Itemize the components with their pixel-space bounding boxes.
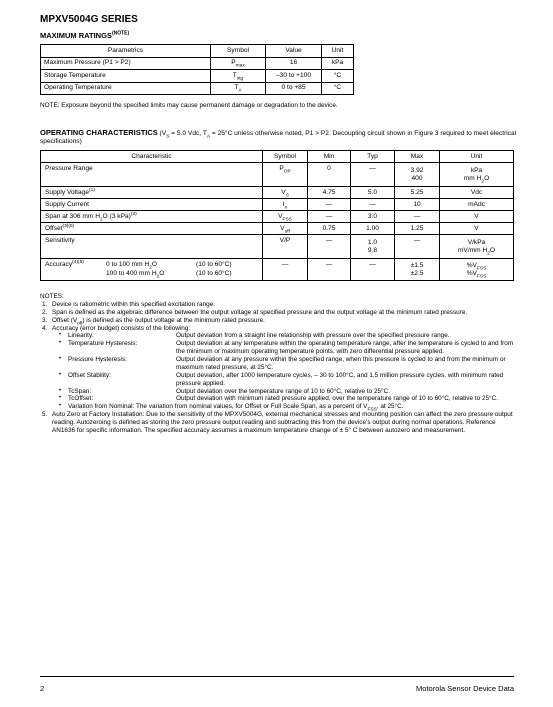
col-max: Max	[395, 151, 440, 163]
operating-heading	[40, 128, 520, 146]
bullet-icon: •	[59, 395, 62, 402]
typ-cell: —	[351, 199, 395, 211]
page-number: 2	[40, 684, 45, 693]
unit-cell	[440, 259, 514, 281]
bullet-term: Temperature Hysteresis:	[68, 340, 138, 348]
note-text: Offset (V	[52, 316, 78, 324]
operating-characteristics-table	[40, 150, 514, 281]
symbol-sub: off	[284, 228, 290, 234]
table-row	[41, 259, 514, 281]
symbol-cell	[263, 223, 308, 235]
param-cell: Operating Temperature	[41, 82, 211, 95]
symbol-sub: stg	[236, 76, 244, 82]
typ-cell: 3.0	[351, 211, 395, 223]
symbol-text: V	[278, 212, 283, 220]
bullet-term: Pressure Hysteresis:	[68, 356, 127, 363]
note-3	[42, 317, 514, 325]
range-a: 0 to 100 mm H	[106, 261, 150, 269]
symbol-text: P	[231, 59, 236, 67]
bullet-desc	[68, 403, 514, 411]
cond-text: = 25°C unless otherwise noted, P1 > P2. Decoupling circuit shown in Figure 3 required to meet electrical specifications)	[40, 130, 517, 146]
note-text: Device is ratiometric within this specified excitation range.	[52, 300, 216, 308]
typ-cell: 1.00	[351, 223, 395, 235]
symbol-sub: max	[235, 63, 245, 69]
range-a: 100 to 400 mm H	[106, 270, 157, 277]
max-cell	[395, 163, 440, 187]
table-row	[41, 70, 354, 83]
max-ratings-table	[40, 44, 354, 95]
unit-line	[444, 270, 509, 278]
char-sup: (2)	[130, 211, 137, 217]
note-1	[42, 301, 514, 309]
bullet-icon: •	[59, 356, 62, 362]
char-sub: 2	[99, 216, 103, 222]
unit-cell	[440, 235, 514, 259]
notes-section	[40, 293, 514, 435]
param-cell: Storage Temperature	[41, 70, 211, 83]
col-parametrics: Parametrics	[41, 45, 211, 58]
char-sup: (1)	[89, 187, 95, 193]
char-cell: Supply Current	[41, 199, 263, 211]
temp-text: (10 to 60°C)	[196, 261, 232, 269]
accuracy-label: Accuracy	[45, 261, 73, 269]
min-cell: —	[308, 211, 351, 223]
note-sub: off	[77, 320, 83, 326]
unit-line: kPa	[470, 166, 483, 174]
symbol-text: T	[234, 84, 239, 92]
unit-sub: FSS	[476, 265, 487, 271]
max-ratings-heading-sup: (NOTE)	[111, 30, 130, 37]
char-text: Supply Voltage	[45, 188, 89, 196]
col-symbol: Symbol	[263, 151, 308, 163]
symbol-cell	[263, 211, 308, 223]
symbol-text: P	[279, 165, 284, 172]
unit-cell: mAdc	[440, 199, 514, 211]
char-sup: (4)(5)	[72, 259, 84, 265]
symbol-cell	[263, 199, 308, 211]
spacer	[45, 270, 106, 278]
max-ratings-heading	[40, 31, 129, 40]
unit-line	[444, 175, 509, 183]
char-cell	[41, 223, 263, 235]
max-line: ±1.5	[410, 261, 424, 269]
bullet-desc: Output deviation over the temperature range of 10 to 60°C, relative to 25°C.	[176, 387, 390, 395]
symbol-text: V	[281, 188, 286, 196]
max-cell	[395, 259, 440, 281]
unit-cell: kPa	[322, 57, 354, 70]
min-cell: 0	[308, 163, 351, 187]
unit-text: mV/mm H	[457, 246, 488, 254]
note-number: 1.	[42, 300, 48, 308]
min-cell: 4.75	[308, 187, 351, 199]
symbol-sub: S	[285, 192, 289, 198]
unit-text: O	[484, 174, 490, 182]
value-cell: –30 to +100	[266, 70, 322, 83]
note-text: Span is defined as the algebraic difference between the output voltage at specified pressure and the output voltage at the minimum rated pressure.	[52, 308, 468, 316]
char-cell: Sensitivity	[41, 235, 263, 259]
range-sub: 2	[149, 265, 152, 271]
table-header-row	[41, 151, 514, 163]
table-row	[41, 57, 354, 70]
symbol-sub: A	[238, 88, 242, 94]
table-row	[41, 199, 514, 211]
note-5	[42, 411, 514, 435]
unit-cell: V	[440, 223, 514, 235]
cond-text: = 5.0 Vdc, T	[169, 130, 207, 137]
bullet-item	[59, 403, 514, 411]
table-row	[41, 187, 514, 199]
table-row	[41, 223, 514, 235]
unit-sub: 2	[481, 178, 485, 184]
param-cell: Maximum Pressure (P1 > P2)	[41, 57, 211, 70]
table-row	[41, 235, 514, 259]
symbol-sub: o	[284, 204, 288, 210]
unit-cell: °C	[322, 70, 354, 83]
bullet-text: Variation from Nominal: The variation from nominal values, for Offset or Full Scale Span, as a percent of V	[68, 403, 368, 411]
symbol-cell	[263, 187, 308, 199]
col-typ: Typ	[351, 151, 395, 163]
char-text	[45, 261, 106, 269]
note-text: Accuracy (error budget) consists of the following:	[52, 324, 191, 332]
min-cell: —	[308, 259, 351, 281]
max-cell: —	[395, 235, 440, 259]
symbol-sub: FSS	[282, 216, 292, 222]
typ-cell: —	[351, 259, 395, 281]
note-number: 5.	[42, 411, 48, 419]
char-cell	[41, 211, 263, 223]
accuracy-grid	[45, 261, 258, 278]
symbol-cell: —	[263, 259, 308, 281]
symbol-sub: OP	[283, 169, 291, 175]
max-ratings-heading-text: MAXIMUM RATINGS	[40, 31, 112, 40]
cond-sub: A	[206, 134, 211, 140]
char-text: Span at 306 mm H	[45, 212, 100, 220]
table-row	[41, 211, 514, 223]
char-cell	[41, 259, 263, 281]
char-text: O (3 kPa)	[102, 212, 131, 220]
range-b: O	[159, 270, 165, 277]
footer-text: Motorola Sensor Device Data	[416, 684, 514, 693]
bullet-icon: •	[59, 340, 62, 347]
table-row	[41, 82, 354, 95]
typ-line: 1.0	[367, 238, 378, 246]
bullet-desc: Output deviation with minimum rated pressure applied, over the temperature range of 10 to 60°C, relative to 25°C.	[176, 395, 498, 403]
value-cell: 16	[266, 57, 322, 70]
unit-line	[444, 262, 509, 270]
table-header-row	[41, 45, 354, 58]
unit-text: mm H	[463, 174, 482, 182]
min-cell: —	[308, 199, 351, 211]
bullet-desc: Output deviation from a straight line relationship with pressure over the specified pressure range.	[176, 332, 450, 340]
max-line: ±2.5	[410, 269, 424, 277]
max-cell: 5.25	[395, 187, 440, 199]
bullet-sub: FSS	[367, 407, 377, 413]
col-unit: Unit	[440, 151, 514, 163]
bullet-item	[59, 332, 514, 340]
typ-line: 9.8	[367, 246, 378, 254]
char-text: Offset	[45, 224, 63, 232]
bullet-term: TcSpan:	[68, 387, 92, 395]
unit-text: %V	[466, 269, 477, 277]
note-4	[42, 325, 514, 333]
col-min: Min	[308, 151, 351, 163]
col-value: Value	[266, 45, 322, 58]
bullet-item	[59, 356, 514, 372]
min-cell: —	[308, 235, 351, 259]
unit-cell: V	[440, 211, 514, 223]
bullet-item	[59, 340, 514, 356]
col-unit: Unit	[322, 45, 354, 58]
symbol-cell	[211, 82, 266, 95]
char-cell: Pressure Range	[41, 163, 263, 187]
note-number: 4.	[42, 324, 48, 332]
bullet-desc: Output deviation, after 1000 temperature cycles, – 30 to 100°C, and 1.5 million pressure cycles, with minimum rated pressure applied.	[176, 371, 504, 387]
accuracy-bullets	[59, 332, 514, 411]
table-row	[41, 163, 514, 187]
max-line: 3.92	[410, 166, 424, 174]
unit-cell	[440, 163, 514, 187]
bullet-text: , at 25°C.	[376, 403, 404, 411]
symbol-text: T	[232, 71, 237, 79]
bullet-icon: •	[59, 387, 62, 394]
note-2	[42, 309, 514, 317]
symbol-cell	[211, 70, 266, 83]
bullet-term: Offset Stability:	[68, 371, 111, 379]
series-title: MPXV5004G SERIES	[40, 14, 138, 25]
typ-cell: 5.0	[351, 187, 395, 199]
note-number: 3.	[42, 316, 48, 324]
cond-text: (V	[157, 130, 167, 137]
unit-text: O	[489, 246, 496, 254]
char-cell	[41, 187, 263, 199]
unit-line: V/kPa	[467, 238, 486, 246]
note-number: 2.	[42, 308, 48, 316]
unit-sub: FSS	[476, 273, 487, 279]
unit-sub: 2	[487, 250, 490, 256]
cond-sub: S	[166, 134, 170, 140]
unit-line	[444, 247, 509, 255]
max-line: 400	[411, 174, 423, 182]
max-ratings-note: NOTE: Exposure beyond the specified limits may cause permanent damage or degradation to the device.	[40, 102, 338, 109]
temp-text: (10 to 60°C)	[196, 270, 232, 277]
unit-cell: °C	[322, 82, 354, 95]
operating-heading-title: OPERATING CHARACTERISTICS	[40, 128, 158, 137]
symbol-cell: V/P	[263, 235, 308, 259]
min-cell: 0.75	[308, 223, 351, 235]
bullet-item	[59, 372, 514, 388]
range-text	[106, 270, 196, 278]
max-cell: —	[395, 211, 440, 223]
note-text: ) is defined as the output voltage at the minimum rated pressure.	[82, 316, 265, 324]
col-characteristic: Characteristic	[41, 151, 263, 163]
range-b: O	[151, 261, 158, 269]
unit-text: %V	[466, 261, 477, 269]
range-sub: 2	[156, 274, 160, 280]
symbol-text: V	[280, 224, 285, 232]
bullet-icon: •	[59, 332, 62, 339]
char-sup: (3)(5)	[62, 223, 75, 229]
bullet-desc: Output deviation at any temperature within the operating temperature range, after the temperature is cycled to and from the minimum or maximum operating temperature points, with zero differential pressure applied.	[176, 340, 514, 356]
notes-label: NOTES:	[40, 293, 64, 300]
footer-divider	[40, 676, 514, 677]
col-symbol: Symbol	[211, 45, 266, 58]
symbol-cell	[263, 163, 308, 187]
note-text: Auto Zero at Factory Installation: Due to the sensitivity of the MPXV5004G, external mechanical stresses and mounting position can affect the zero pressure output reading. Autozeroing is defined as storing the zero pressure output reading and subtracting this from the device’s output during normal operations. Reference AN1636 for specific information. The specified accuracy assumes a maximum temperature change of ± 5° C between autozero and measurement.	[52, 411, 513, 434]
typ-cell	[351, 235, 395, 259]
value-cell: 0 to +85	[266, 82, 322, 95]
range-text	[106, 261, 196, 269]
symbol-text: I	[282, 200, 285, 208]
bullet-icon: •	[59, 371, 62, 378]
max-cell: 10	[395, 199, 440, 211]
bullet-icon: •	[59, 403, 62, 410]
typ-cell: —	[351, 163, 395, 187]
max-cell: 1.25	[395, 223, 440, 235]
bullet-term: TcOffset:	[68, 395, 94, 403]
unit-cell: Vdc	[440, 187, 514, 199]
symbol-cell	[211, 57, 266, 70]
bullet-desc: Output deviation at any pressure within the specified range, when this pressure is cycled to and from the minimum or maximum rated pressure, at 25°C.	[176, 356, 506, 371]
bullet-term: Linearity:	[68, 332, 94, 340]
